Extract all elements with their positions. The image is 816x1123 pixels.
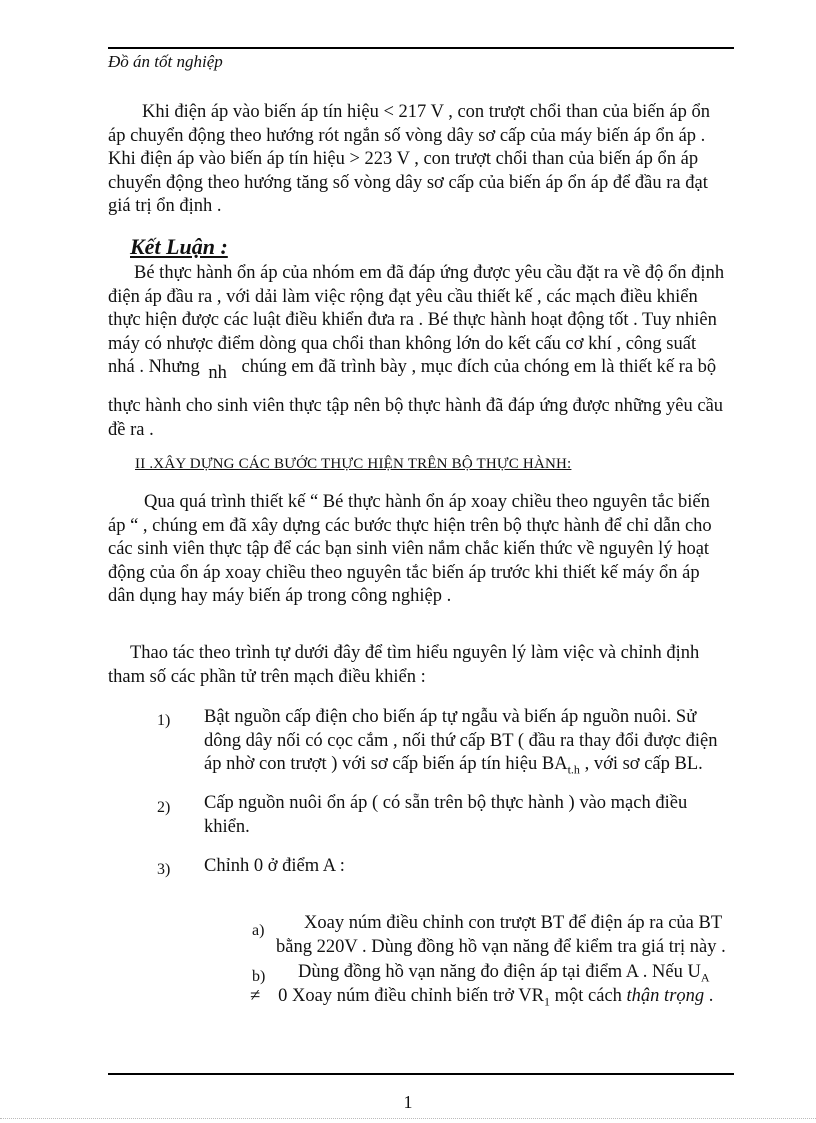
conclusion-line xyxy=(108,356,734,383)
step-line: dông dây nối có cọc cắm , nối thứ cấp BT ( đầu ra thay đổi được điện xyxy=(204,730,718,751)
intro-line: giá trị ổn định . xyxy=(108,196,222,216)
ops-line: tham số các phần tử trên mạch điều khiển : xyxy=(108,666,426,687)
conclusion-line: đề ra . xyxy=(108,419,154,440)
not-equal-symbol: ≠ xyxy=(250,986,261,1006)
conclusion-line: thực hành cho sinh viên thực tập nên bộ thực hành đã đáp ứng được những yêu cầu xyxy=(108,396,724,416)
substep-label: b) xyxy=(252,968,266,985)
conclusion-text: nhá . Nhưng xyxy=(108,357,200,377)
substep-text-part: 0 Xoay núm điều chỉnh biến trở VR xyxy=(278,986,544,1006)
ops-paragraph xyxy=(108,642,734,689)
section-title: II .XÂY DỰNG CÁC BƯỚC THỰC HIỆN TRÊN BỘ THỰC HÀNH: xyxy=(135,456,572,472)
step-text xyxy=(204,855,734,879)
conclusion-paragraph-cont xyxy=(108,395,734,442)
step-line: Chỉnh 0 ở điểm A : xyxy=(204,856,345,876)
step-text xyxy=(204,706,734,782)
conclusion-sub-text: nh xyxy=(208,363,227,383)
header-rule xyxy=(108,47,734,49)
page-number: 1 xyxy=(403,1092,413,1112)
substep-text-part: Dùng đồng hồ vạn năng đo điện áp tại điểm A . Nếu U xyxy=(298,962,701,982)
step-number: 2) xyxy=(157,799,171,816)
section-line: áp “ , chúng em đã xây dựng các bước thực hiện trên bộ thực hành để chỉ dẫn cho xyxy=(108,515,712,536)
subscript: 1 xyxy=(544,994,550,1009)
substep-text-part: một cách xyxy=(550,986,627,1006)
conclusion-heading: Kết Luận : xyxy=(130,234,228,259)
intro-line: chuyển động theo hướng tăng số vòng dây sơ cấp của biến áp ổn áp để đầu ra đạt xyxy=(108,172,708,193)
conclusion-line: Bé thực hành ổn áp của nhóm em đã đáp ứng được yêu cầu đặt ra về độ ổn định xyxy=(134,263,725,283)
substep-emphasis: thận trọng xyxy=(626,986,705,1006)
conclusion-line: điện áp đầu ra , với dải làm việc rộng đạt yêu cầu thiết kế , các mạch điều khiển xyxy=(108,286,698,307)
page-border xyxy=(0,1118,816,1119)
step-line: Cấp nguồn nuôi ổn áp ( có sẵn trên bộ thực hành ) vào mạch điều xyxy=(204,793,688,813)
section-line: dân dụng hay máy biến áp trong công nghiệp . xyxy=(108,586,452,606)
step-line: khiển. xyxy=(204,816,250,837)
subscript: t.h xyxy=(567,762,580,777)
section-line: động của ổn áp xoay chiều theo nguyên tắc biến áp trước khi thiết kế máy ổn áp xyxy=(108,562,700,583)
subscript: A xyxy=(700,970,710,985)
step-text-part: , với sơ cấp BL. xyxy=(579,754,703,774)
step-text-part: áp nhờ con trượt ) với sơ cấp biến áp tín hiệu BA xyxy=(204,754,568,774)
section-line: các sinh viên thực tập để các bạn sinh viên nắm chắc kiến thức về nguyên lý hoạt xyxy=(108,539,710,559)
intro-paragraph xyxy=(108,101,734,219)
intro-line: áp chuyển động theo hướng rót ngắn số vòng dây sơ cấp của máy biến áp ổn áp . xyxy=(108,125,706,146)
substep-text xyxy=(250,985,734,1014)
substep-text xyxy=(276,912,734,959)
ops-line: Thao tác theo trình tự dưới đây để tìm hiểu nguyên lý làm việc và chỉnh định xyxy=(130,643,700,663)
intro-line: Khi điện áp vào biến áp tín hiệu > 223 V , con trượt chổi than của biến áp ổn áp xyxy=(108,149,699,169)
conclusion-line: thực hiện được các luật điều khiển đưa ra . Bé thực hành hoạt động tốt . Tuy nhiên xyxy=(108,310,717,330)
substep-label: a) xyxy=(252,922,265,939)
conclusion-paragraph xyxy=(108,262,734,383)
step-text xyxy=(204,792,734,839)
step-number: 3) xyxy=(157,861,171,878)
substep-line: Xoay núm điều chỉnh con trượt BT để điện áp ra của BT xyxy=(304,913,723,933)
step-line xyxy=(204,753,734,782)
intro-line: Khi điện áp vào biến áp tín hiệu < 217 V , con trượt chổi than của biến áp ổn xyxy=(142,102,710,122)
document-header: Đồ án tốt nghiệp xyxy=(108,52,223,71)
section-paragraph xyxy=(108,491,734,609)
conclusion-text: chúng em đã trình bày , mục đích của chóng em là thiết kế ra bộ xyxy=(241,357,717,377)
step-line: Bật nguồn cấp điện cho biến áp tự ngẫu và biến áp nguồn nuôi. Sử xyxy=(204,707,697,727)
footer-rule xyxy=(108,1073,734,1075)
substep-line: bằng 220V . Dùng đồng hồ vạn năng để kiểm tra giá trị này . xyxy=(276,936,726,957)
step-number: 1) xyxy=(157,712,171,729)
conclusion-line: máy có nhược điểm dòng qua chổi than không lớn do kết cấu cơ khí , công suất xyxy=(108,333,697,354)
substep-text-part: . xyxy=(704,986,714,1006)
section-line: Qua quá trình thiết kế “ Bé thực hành ổn áp xoay chiều theo nguyên tắc biến xyxy=(144,492,710,512)
